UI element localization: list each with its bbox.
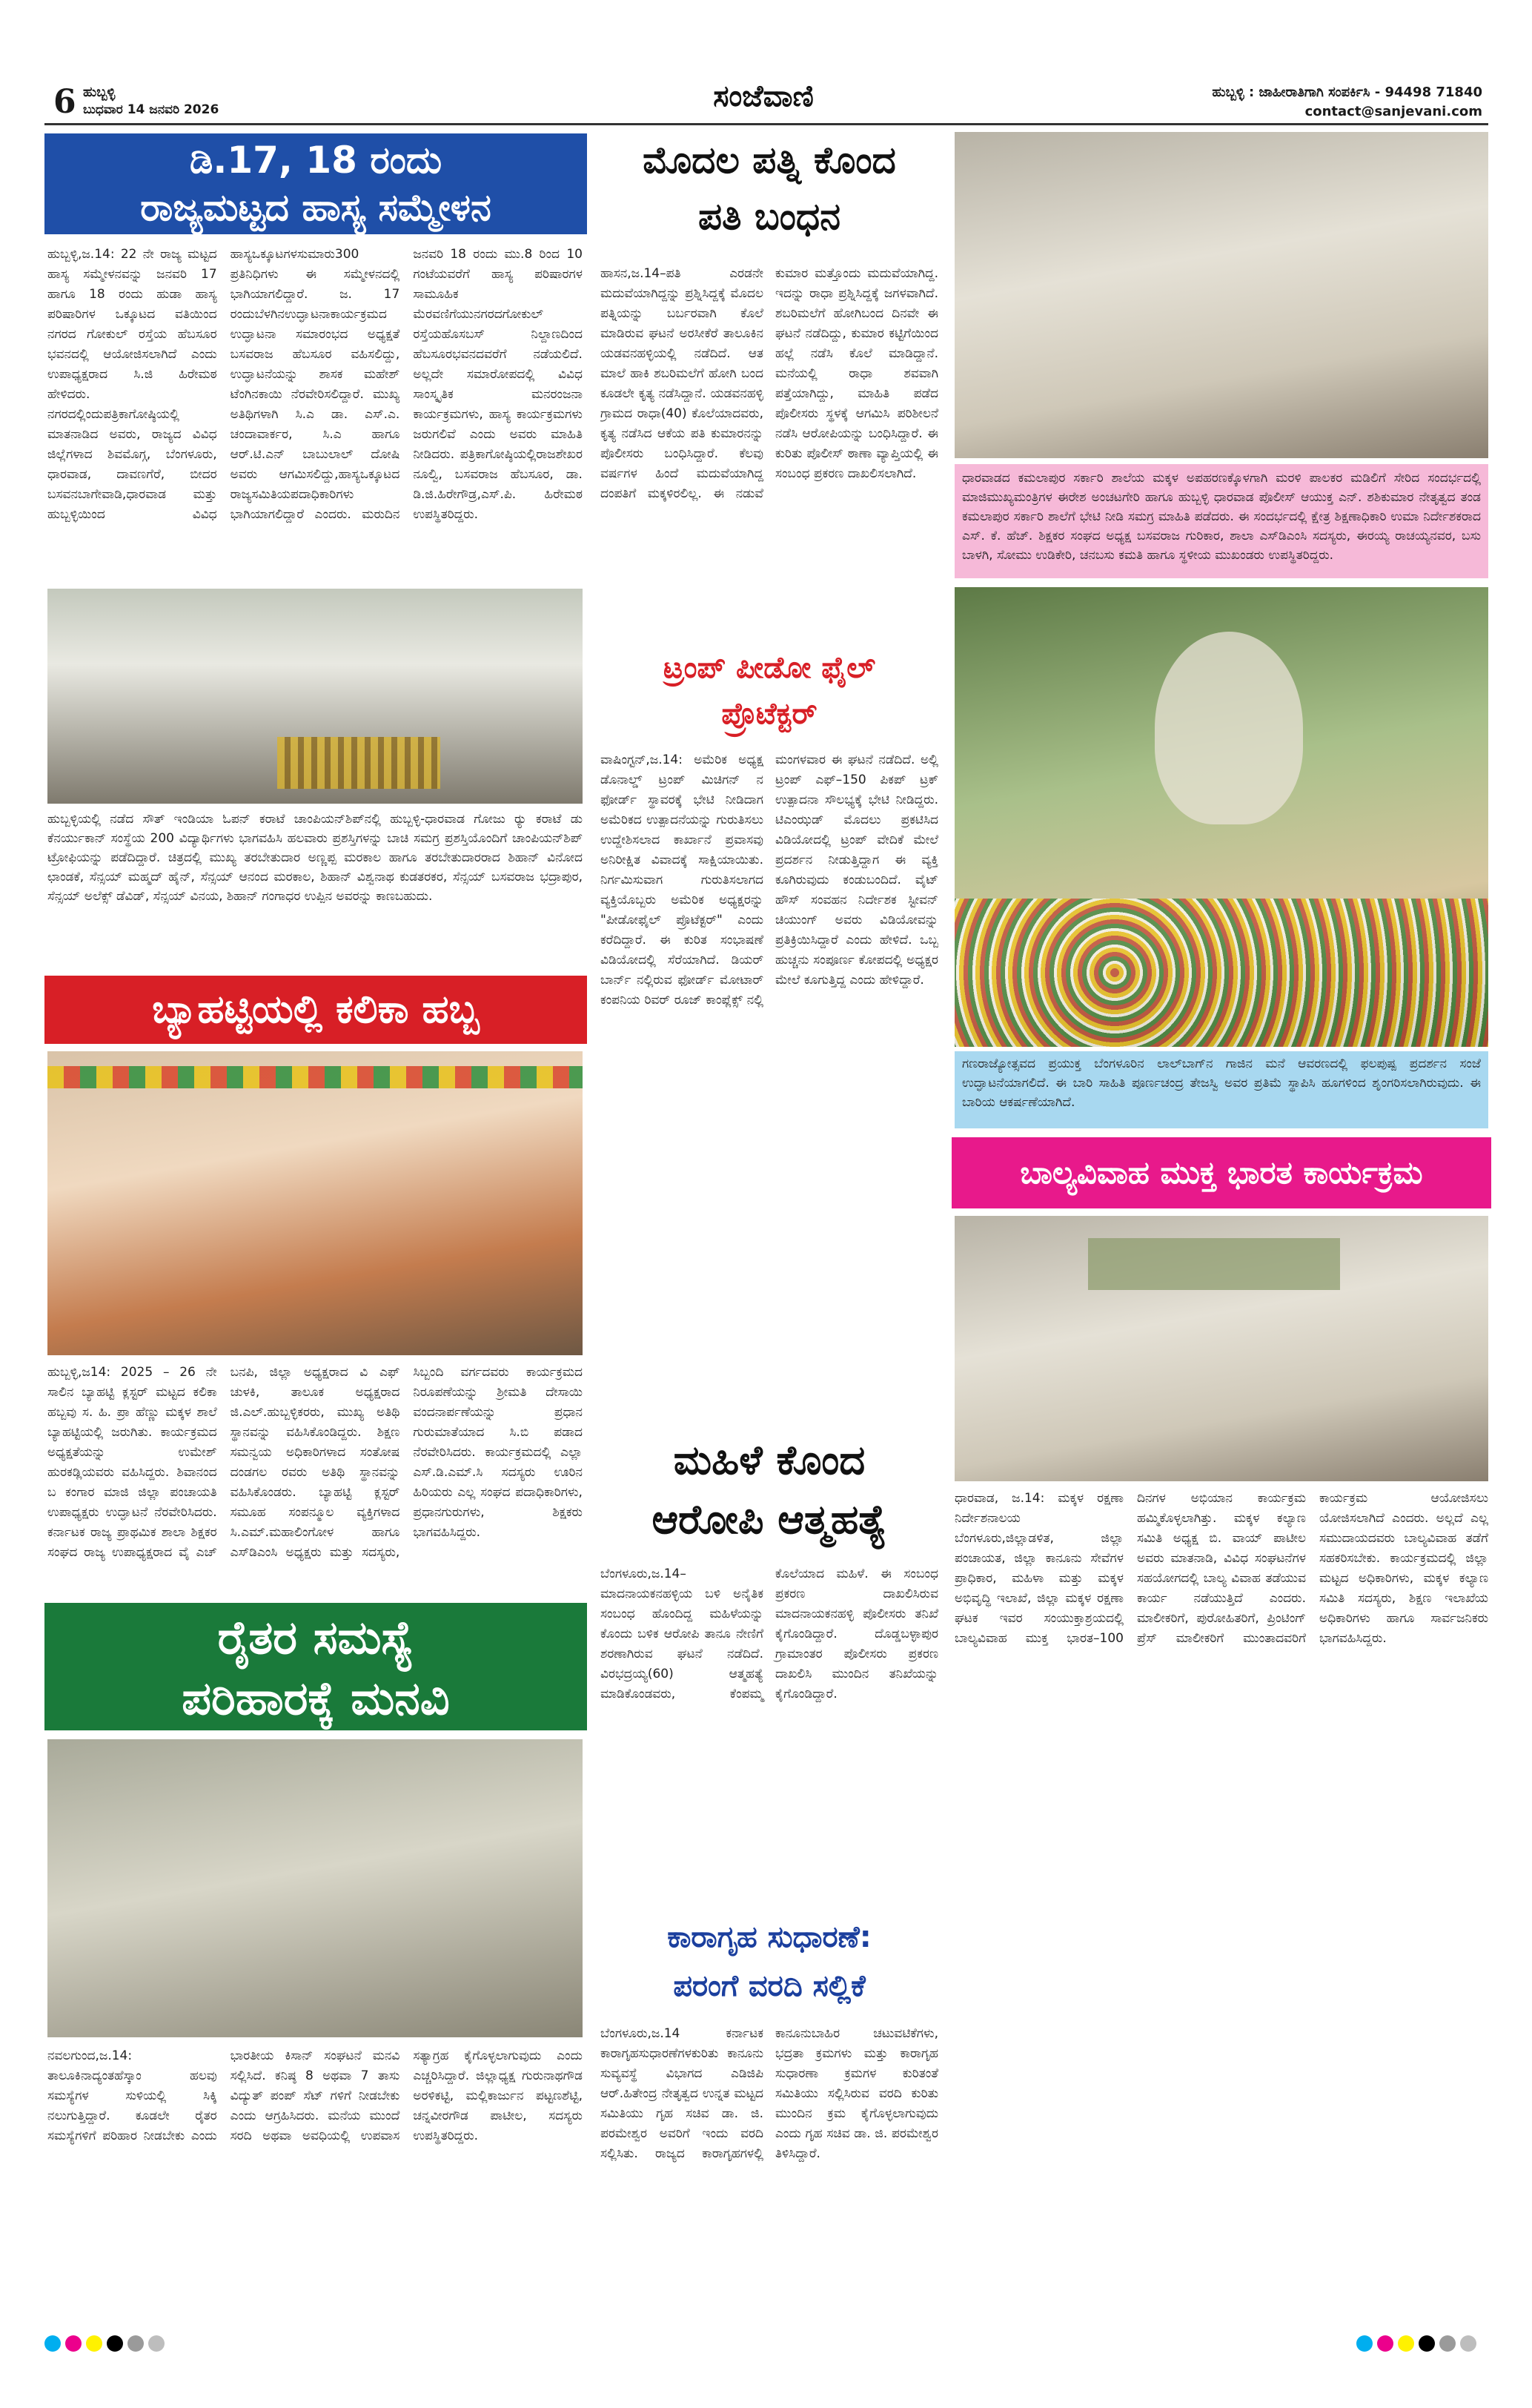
karagruha-headline [597,1913,941,2017]
trophy-row [277,737,440,789]
mahile-headline-1: ಮಹಿಳೆ ಕೊಂದ [673,1437,866,1484]
flower-show-photo [955,587,1488,1047]
karagruha-headline-1: ಕಾರಾಗೃಹ ಸುಧಾರಣೆ: [667,1920,872,1954]
registration-marks-right [1356,2335,1481,2355]
reg-dot-magenta [65,2335,82,2352]
page-number: 6 [53,83,76,121]
balya-headline-box [952,1137,1491,1208]
raitara-photo [47,1739,583,2037]
reg-dot-black [107,2335,123,2352]
reg-dot-grey [1439,2335,1456,2352]
patni-headline [597,132,941,258]
karagruha-body: ಬೆಂಗಳೂರು,ಜ.14 ಕರ್ನಾಟಕ ಕಾರಾಗೃಹಸುಧಾರಣೆಗಳಕುರಿತು ಕಾನೂನು ಸುವ್ಯವಸ್ಥೆ ವಿಭಾಗದ ಎಡಿಜಿಪಿ ಆರ್.ಹಿತೇಂದ್ರ ನೇತೃತ್ವದ ಉನ್ನತ ಮಟ್ಟದ ಸಮಿತಿಯು ಗೃಹ ಸಚಿವ ಡಾ. ಜಿ. ಪರಮೇಶ್ವರ ಅವರಿಗೆ ಇಂದು ವರದಿ ಸಲ್ಲಿಸಿತು. ರಾಜ್ಯದ ಕಾರಾಗೃಹಗಳಲ್ಲಿ ಕಾನೂನುಬಾಹಿರ ಚಟುವಟಿಕೆಗಳು, ಭದ್ರತಾ ಕ್ರಮಗಳು ಮತ್ತು ಕಾರಾಗೃಹ ಸುಧಾರಣಾ ಕ್ರಮಗಳ ಕುರಿತಂತೆ ಸಮಿತಿಯು ಸಲ್ಲಿಸಿರುವ ವರದಿ ಕುರಿತು ಮುಂದಿನ ಕ್ರಮ ಕೈಗೊಳ್ಳಲಾಗುವುದು ಎಂದು ಗೃಹ ಸಚಿವ ಡಾ. ಜಿ. ಪರಮೇಶ್ವರ ತಿಳಿಸಿದ್ದಾರೆ. [600,2026,938,2161]
newspaper-logo [637,79,889,119]
patni-headline-2: ಪತಿ ಬಂಧನ [697,195,841,238]
raitara-body: ನವಲಗುಂದ,ಜ.14: ತಾಲೂಕಿನಾದ್ಯಂತಹೆಸ್ಕಾಂ ಹಲವು ಸಮಸ್ಯೆಗಳ ಸುಳಿಯಲ್ಲಿ ಸಿಕ್ಕಿ ನಲುಗುತ್ತಿದ್ದಾರೆ. ಕೂಡಲೇ ರೈತರ ಸಮಸ್ಯೆಗಳಿಗೆ ಪರಿಹಾರ ನೀಡಬೇಕು ಎಂದು ಭಾರತೀಯ ಕಿಸಾನ್ ಸಂಘಟನೆ ಮನವಿ ಸಲ್ಲಿಸಿದೆ. ಕನಿಷ್ಠ 8 ಅಥವಾ 7 ತಾಸು ವಿದ್ಯುತ್ ಪಂಪ್ ಸೆಟ್ ಗಳಿಗೆ ನೀಡಬೇಕು ಎಂದು ಆಗ್ರಹಿಸಿದರು. ಮನೆಯ ಮುಂದೆ ಸರದಿ ಅಥವಾ ಅವಧಿಯಲ್ಲಿ ಉಪವಾಸ ಸತ್ಯಾಗ್ರಹ ಕೈಗೊಳ್ಳಲಾಗುವುದು ಎಂದು ಎಚ್ಚರಿಸಿದ್ದಾರೆ. ಜಿಲ್ಲಾಧ್ಯಕ್ಷ ಗುರುನಾಥಗೌಡ ಅರಳಿಕಟ್ಟಿ, ಮಲ್ಲಿಕಾರ್ಜುನ ಪಟ್ಟಣಶೆಟ್ಟಿ, ಚನ್ನವೀರಗೌಡ ಪಾಟೀಲ, ಸದಸ್ಯರು ಉಪಸ್ಥಿತರಿದ್ದರು. [47,2048,583,2143]
kalika-photo [47,1051,583,1355]
logo-text: ಸಂಜೆವಾಣಿ [713,79,814,113]
trump-headline-1: ಟ್ರಂಪ್ ಪೀಡೋ ಫೈಲ್ [663,651,876,685]
masthead [0,0,1532,126]
statue-figure [1155,632,1303,824]
reg-dot-lightgrey [148,2335,165,2352]
balya-body: ಧಾರವಾಡ, ಜ.14: ಮಕ್ಕಳ ರಕ್ಷಣಾ ನಿರ್ದೇಶನಾಲಯ ಬೆಂಗಳೂರು,ಜಿಲ್ಲಾಡಳಿತ, ಜಿಲ್ಲಾ ಪಂಚಾಯತ, ಜಿಲ್ಲಾ ಕಾನೂನು ಸೇವೆಗಳ ಪ್ರಾಧಿಕಾರ, ಮಹಿಳಾ ಮತ್ತು ಮಕ್ಕಳ ಅಭಿವೃದ್ಧಿ ಇಲಾಖೆ, ಜಿಲ್ಲಾ ಮಕ್ಕಳ ರಕ್ಷಣಾ ಘಟಕ ಇವರ ಸಂಯುಕ್ತಾಶ್ರಯದಲ್ಲಿ ಬಾಲ್ಯವಿವಾಹ ಮುಕ್ತ ಭಾರತ–100 ದಿನಗಳ ಅಭಿಯಾನ ಕಾರ್ಯಕ್ರಮ ಹಮ್ಮಿಕೊಳ್ಳಲಾಗಿತ್ತು. ಮಕ್ಕಳ ಕಲ್ಯಾಣ ಸಮಿತಿ ಅಧ್ಯಕ್ಷ ಬಿ. ವಾಯ್ ಪಾಟೀಲ ಅವರು ಮಾತನಾಡಿ, ವಿವಿಧ ಸಂಘಟನೆಗಳ ಸಹಯೋಗದಲ್ಲಿ ಬಾಲ್ಯ ವಿವಾಹ ತಡೆಯುವ ಕಾರ್ಯ ನಡೆಯುತ್ತಿದೆ ಎಂದರು. ಮಾಲೀಕರಿಗೆ, ಪುರೋಹಿತರಿಗೆ, ಪ್ರಿಂಟಿಂಗ್ ಪ್ರೆಸ್ ಮಾಲೀಕರಿಗೆ ಮುಂತಾದವರಿಗೆ ಕಾರ್ಯಕ್ರಮ ಆಯೋಜಿಸಲು ಯೋಜಿಸಲಾಗಿದೆ ಎಂದರು. ಅಲ್ಲದೆ ಎಲ್ಲ ಸಮುದಾಯದವರು ಬಾಲ್ಯವಿವಾಹ ತಡೆಗೆ ಸಹಕರಿಸಬೇಕು. ಕಾರ್ಯಕ್ರಮದಲ್ಲಿ ಜಿಲ್ಲಾ ಮಟ್ಟದ ಅಧಿಕಾರಿಗಳು, ಮಕ್ಕಳ ಕಲ್ಯಾಣ ಸಮಿತಿ ಸದಸ್ಯರು, ಶಿಕ್ಷಣ ಇಲಾಖೆಯ ಅಧಿಕಾರಿಗಳು ಹಾಗೂ ಸಾರ್ವಜನಿಕರು ಭಾಗವಹಿಸಿದ್ದರು. [955,1491,1488,1646]
mahile-headline [597,1431,941,1555]
dharwad-meeting-photo [955,132,1488,458]
masthead-email: contact@sanjevani.com [1304,104,1482,119]
masthead-city: ಹುಬ್ಬಳ್ಳಿ [83,85,116,100]
trump-headline [597,645,941,741]
bunting [47,1066,583,1088]
masthead-date: ಬುಧವಾರ 14 ಜನವರಿ 2026 [83,102,219,117]
reg-dot-grey [127,2335,144,2352]
reg-dot-yellow [86,2335,102,2352]
raitara-headline-1: ರೈತರ ಸಮಸ್ಯೆ [217,1610,414,1664]
trump-body: ವಾಷಿಂಗ್ಟನ್,ಜ.14: ಅಮೆರಿಕ ಅಧ್ಯಕ್ಷ ಡೊನಾಲ್ಡ್ ಟ್ರಂಪ್ ಮಿಚಿಗನ್ ನ ಫೋರ್ಡ್ ಸ್ಥಾವರಕ್ಕೆ ಭೇಟಿ ನೀಡಿದಾಗ ಅಮೆರಿಕದ ಉತ್ಪಾದನೆಯನ್ನು ಗುರುತಿಸಲು ಉದ್ದೇಶಿಸಲಾದ ಕಾರ್ಖಾನೆ ಪ್ರವಾಸವು ಅನಿರೀಕ್ಷಿತ ವಿವಾದಕ್ಕೆ ಸಾಕ್ಷಿಯಾಯಿತು. ನಿರ್ಗಮಿಸುವಾಗ ಗುರುತಿಸಲಾಗದ ವ್ಯಕ್ತಿಯೊಬ್ಬರು ಅಮೆರಿಕ ಅಧ್ಯಕ್ಷರನ್ನು "ಪೀಡೋಫೈಲ್ ಪ್ರೊಟೆಕ್ಟರ್" ಎಂದು ಕರೆದಿದ್ದಾರೆ. ಈ ಕುರಿತ ಸಂಭಾಷಣೆ ವಿಡಿಯೋದಲ್ಲಿ ಸೆರೆಯಾಗಿದೆ. ಡಿಯರ್ ಬಾರ್ನ್ ನಲ್ಲಿರುವ ಫೋರ್ಡ್ ಮೋಟಾರ್ ಕಂಪನಿಯ ರಿವರ್ ರೂಜ್ ಕಾಂಪ್ಲೆಕ್ಸ್ ನಲ್ಲಿ ಮಂಗಳವಾರ ಈ ಘಟನೆ ನಡೆದಿದೆ. ಅಲ್ಲಿ ಟ್ರಂಪ್ ಎಫ್–150 ಪಿಕಪ್ ಟ್ರಕ್ ಉತ್ಪಾದನಾ ಸೌಲಭ್ಯಕ್ಕೆ ಭೇಟಿ ನೀಡಿದ್ದರು. ಟಿಎಂಝಡ್ ಮೊದಲು ಪ್ರಕಟಿಸಿದ ವಿಡಿಯೋದಲ್ಲಿ ಟ್ರಂಪ್ ವೇದಿಕೆ ಮೇಲೆ ಪ್ರದರ್ಶನ ನೀಡುತ್ತಿದ್ದಾಗ ಈ ವ್ಯಕ್ತಿ ಕೂಗಿರುವುದು ಕಂಡುಬಂದಿದೆ. ವೈಟ್ ಹೌಸ್ ಸಂವಹನ ನಿರ್ದೇಶಕ ಸ್ಟೀವನ್ ಚಿಯುಂಗ್ ಅವರು ವಿಡಿಯೋವನ್ನು ಪ್ರತಿಕ್ರಿಯಿಸಿದ್ದಾರೆ ಎಂದು ಹೇಳಿದೆ. ಒಬ್ಬ ಹುಚ್ಚನು ಸಂಪೂರ್ಣ ಕೋಪದಲ್ಲಿ ಅಧ್ಯಕ್ಷರ ಮೇಲೆ ಕೂಗುತ್ತಿದ್ದ ಎಂದು ಹೇಳಿದ್ದಾರೆ. [600,752,938,1008]
raitara-headline-2: ಪರಿಹಾರಕ್ಕೆ ಮನವಿ [182,1671,450,1725]
kalika-headline: ಬ್ಯಾಹಟ್ಟಿಯಲ್ಲಿ ಕಲಿಕಾ ಹಬ್ಬ [152,988,480,1032]
reg-dot-lightgrey [1460,2335,1476,2352]
flower-bed [955,899,1488,1047]
mahile-headline-2: ಆರೋಪಿ ಆತ್ಮಹತ್ಯೆ [651,1496,887,1543]
flower-caption: ಗಣರಾಜ್ಯೋತ್ಸವದ ಪ್ರಯುಕ್ತ ಬೆಂಗಳೂರಿನ ಲಾಲ್‌ಬಾಗ್‌ನ ಗಾಜಿನ ಮನೆ ಆವರಣದಲ್ಲಿ ಫಲಪುಷ್ಪ ಪ್ರದರ್ಶನ ಸಂಜೆ ಉದ್ಘಾಟನೆಯಾಗಲಿದೆ. ಈ ಬಾರಿ ಸಾಹಿತಿ ಪೂರ್ಣಚಂದ್ರ ತೇಜಸ್ವಿ ಅವರ ಪ್ರತಿಮೆ ಸ್ಥಾಪಿಸಿ ಹೂಗಳಿಂದ ಶೃಂಗರಿಸಲಾಗಿರುವುದು. ಈ ಬಾರಿಯ ಆಕರ್ಷಣೆಯಾಗಿದೆ. [955,1051,1488,1128]
karagruha-headline-2: ಪರಂಗೆ ವರದಿ ಸಲ್ಲಿಕೆ [673,1969,866,2003]
mahile-body: ಬೆಂಗಳೂರು,ಜ.14–ಮಾದನಾಯಕನಹಳ್ಳಿಯ ಬಳಿ ಅನೈತಿಕ ಸಂಬಂಧ ಹೊಂದಿದ್ದ ಮಹಿಳೆಯನ್ನು ಕೊಂದು ಬಳಿಕ ಆರೋಪಿ ತಾನೂ ನೇಣಿಗೆ ಶರಣಾಗಿರುವ ಘಟನೆ ನಡೆದಿದೆ. ವಿರಭದ್ರಯ್ಯ(60) ಆತ್ಮಹತ್ಯೆ ಮಾಡಿಕೊಂಡವರು, ಕೆಂಪಮ್ಮ ಕೊಲೆಯಾದ ಮಹಿಳೆ. ಈ ಸಂಬಂಧ ಪ್ರಕರಣ ದಾಖಲಿಸಿರುವ ಮಾದನಾಯಕನಹಳ್ಳಿ ಪೊಲೀಸರು ತನಿಖೆ ಕೈಗೊಂಡಿದ್ದಾರೆ. ದೊಡ್ಡಬಳ್ಳಾಪುರ ಗ್ರಾಮಾಂತರ ಪೊಲೀಸರು ಪ್ರಕರಣ ದಾಖಲಿಸಿ ಮುಂದಿನ ತನಿಖೆಯನ್ನು ಕೈಗೊಂಡಿದ್ದಾರೆ. [600,1567,938,1701]
hasya-headline-1: ಡಿ.17, 18 ರಂದು [189,139,442,182]
masthead-contact: ಹುಬ್ಬಳ್ಳಿ : ಜಾಹೀರಾತಿಗಾಗಿ ಸಂಪರ್ಕಿಸಿ - 94498 71840 [1212,85,1482,100]
kalika-headline-box [44,976,587,1044]
registration-marks-left [44,2335,169,2355]
reg-dot-cyan [1356,2335,1373,2352]
reg-dot-cyan [44,2335,61,2352]
stage-banner [1088,1238,1340,1290]
karate-caption: ಹುಬ್ಬಳ್ಳಿಯಲ್ಲಿ ನಡೆದ ಸೌತ್ ಇಂಡಿಯಾ ಓಪನ್ ಕರಾಟೆ ಚಾಂಪಿಯನ್‌ಶಿಪ್‌ನಲ್ಲಿ ಹುಬ್ಬಳ್ಳಿ-ಧಾರವಾಡ ಗೋಜು ರ‍್ಯು ಕರಾಟೆ ಡು ಕೆನರ್ಯುಕಾನ್ ಸಂಸ್ಥೆಯ 200 ವಿದ್ಯಾರ್ಥಿಗಳು ಭಾಗವಹಿಸಿ ಹಲವಾರು ಪ್ರಶಸ್ತಿಗಳನ್ನು ಬಾಚಿ ಸಮಗ್ರ ಪ್ರಶಸ್ತಿಯೊಂದಿಗೆ ಚಾಂಪಿಯನ್‌ಶಿಪ್ ಟ್ರೋಫಿಯನ್ನು ಪಡೆದಿದ್ದಾರೆ. ಚಿತ್ರದಲ್ಲಿ ಮುಖ್ಯ ತರಬೇತುದಾರ ಅಣ್ಣಪ್ಪ ಮರಕಾಲ ಹಾಗೂ ತರಬೇತುದಾರರಾದ ಶಿಹಾನ್ ವಿನೋದ ಛಾಂಡಕೆ, ಸೆನ್ಸಯ್ ಮಹ್ಮದ್ ಹೈನ್, ಸೆನ್ಸಯ್ ಆನಂದ ಮರಕಾಲ, ಶಿಹಾನ್ ವಿಶ್ವನಾಥ ಕುಡತರಕರ, ಸೆನ್ಸಯ್ ಬಸವರಾಜ ಭದ್ರಾಪುರ, ಸೆನ್ಸಯ್ ಅಲೆಕ್ಸ್ ಡೆವಿಡ್, ಸೆನ್ಸಯ್ ವಿನಯ, ಶಿಹಾನ್ ಗಂಗಾಧರ ಉಪ್ಪಿನ ಅವರನ್ನು ಕಾಣಬಹುದು. [47,812,583,904]
reg-dot-yellow [1398,2335,1414,2352]
karate-photo [47,589,583,804]
reg-dot-magenta [1377,2335,1393,2352]
masthead-divider [44,123,1488,125]
hasya-headline-box [44,133,587,234]
trump-headline-2: ಪ್ರೊಟೆಕ್ಟರ್ [721,697,818,731]
raitara-headline-box [44,1603,587,1730]
kalika-body: ಹುಬ್ಬಳ್ಳಿ,ಜ14: 2025 – 26 ನೇ ಸಾಲಿನ ಬ್ಯಾಹಟ್ಟಿ ಕ್ಲಸ್ಟರ್ ಮಟ್ಟದ ಕಲಿಕಾ ಹಬ್ಬವು ಸ. ಹಿ. ಪ್ರಾ ಹೆಣ್ಣು ಮಕ್ಕಳ ಶಾಲೆ ಬ್ಯಾಹಟ್ಟಿಯಲ್ಲಿ ಜರುಗಿತು. ಕಾರ್ಯಕ್ರಮದ ಅಧ್ಯಕ್ಷತೆಯನ್ನು ಉಮೇಶ್ ಹುರಕಡ್ಲಿಯವರು ವಹಿಸಿದ್ದರು. ಶಿವಾನಂದ ಬ ಕಂಗಾರ ಮಾಜಿ ಜಿಲ್ಲಾ ಪಂಚಾಯತಿ ಉಪಾಧ್ಯಕ್ಷರು ಉದ್ಘಾಟನೆ ನೆರವೇರಿಸಿದರು. ಕರ್ನಾಟಕ ರಾಜ್ಯ ಪ್ರಾಥಮಿಕ ಶಾಲಾ ಶಿಕ್ಷಕರ ಸಂಘದ ರಾಜ್ಯ ಉಪಾಧ್ಯಕ್ಷರಾದ ವೈ ಎಚ್ ಬನಪಿ, ಜಿಲ್ಲಾ ಅಧ್ಯಕ್ಷರಾದ ವಿ ಎಫ್ ಚುಳಕಿ, ತಾಲೂಕ ಅಧ್ಯಕ್ಷರಾದ ಜಿ.ಎಲ್.ಹುಬ್ಬಳ್ಳಿಕರರು, ಮುಖ್ಯ ಅತಿಥಿ ಸ್ಥಾನವನ್ನು ವಹಿಸಿಕೊಂಡಿದ್ದರು. ಶಿಕ್ಷಣ ಸಮನ್ವಯ ಅಧಿಕಾರಿಗಳಾದ ಸಂತೋಷ ದಂಡಗಲ ರವರು ಅತಿಥಿ ಸ್ಥಾನವನ್ನು ವಹಿಸಿಕೊಂಡರು. ಬ್ಯಾಹಟ್ಟಿ ಕ್ಲಸ್ಟರ್ ಸಮೂಹ ಸಂಪನ್ಮೂಲ ವ್ಯಕ್ತಿಗಳಾದ ಸಿ.ಎಮ್.ಮಹಾಲಿಂಗೋಳ ಹಾಗೂ ಎಸ್‌ಡಿಎಂಸಿ ಅಧ್ಯಕ್ಷರು ಮತ್ತು ಸದಸ್ಯರು, ಸಿಬ್ಬಂದಿ ವರ್ಗದವರು ಕಾರ್ಯಕ್ರಮದ ನಿರೂಪಣೆಯನ್ನು ಶ್ರೀಮತಿ ದೇಸಾಯಿ ವಂದನಾರ್ಪಣೆಯನ್ನು ಪ್ರಧಾನ ಗುರುಮಾತೆಯಾದ ಸಿ.ಬಿ ಪಡಾದ ನೆರವೇರಿಸಿದರು. ಕಾರ್ಯಕ್ರಮದಲ್ಲಿ ಎಲ್ಲಾ ಎಸ್.ಡಿ.ಎಮ್.ಸಿ ಸದಸ್ಯರು ಊರಿನ ಹಿರಿಯರು ಎಲ್ಲ ಸಂಘದ ಪದಾಧಿಕಾರಿಗಳು, ಪ್ರಧಾನಗುರುಗಳು, ಶಿಕ್ಷಕರು ಭಾಗವಹಿಸಿದ್ದರು. [47,1365,583,1560]
patni-headline-1: ಮೊದಲ ಪತ್ನಿ ಕೊಂದ [643,139,896,182]
dharwad-caption: ಧಾರವಾಡದ ಕಮಲಾಪುರ ಸರ್ಕಾರಿ ಶಾಲೆಯ ಮಕ್ಕಳ ಅಪಹರಣಕ್ಕೊಳಗಾಗಿ ಮರಳಿ ಪಾಲಕರ ಮಡಿಲಿಗೆ ಸೇರಿದ ಸಂದರ್ಭದಲ್ಲಿ ಮಾಜಿಮುಖ್ಯಮಂತ್ರಿಗಳ ಈರೇಶ ಅಂಚಟಗೇರಿ ಹಾಗೂ ಹುಬ್ಬಳ್ಳಿ ಧಾರವಾಡ ಪೊಲೀಸ್ ಆಯುಕ್ತ ಎನ್. ಶಶಿಕುಮಾರ ನೇತೃತ್ವದ ತಂಡ ಕಮಲಾಪುರ ಸರ್ಕಾರಿ ಶಾಲೆಗೆ ಭೇಟಿ ನೀಡಿ ಸಮಗ್ರ ಮಾಹಿತಿ ಪಡೆದರು. ಈ ಸಂದರ್ಭದಲ್ಲಿ ಕ್ಷೇತ್ರ ಶಿಕ್ಷಣಾಧಿಕಾರಿ ಉಮಾ ನಿರ್ದೇಶಕರಾದ ಎಸ್. ಕೆ. ಹೆಚ್. ಶಿಕ್ಷಕರ ಸಂಘದ ಅಧ್ಯಕ್ಷ ಬಸವರಾಜ ಗುರಿಕಾರ, ಶಾಲಾ ಎಸ್‌ಡಿಎಂಸಿ ಸದಸ್ಯರು, ಈರಯ್ಯ ರಾಚಯ್ಯನವರ, ಬಸು ಬಾಳಗಿ, ಸೋಮು ಉಡಿಕೇರಿ, ಚನಬಸು ಕಮತಿ ಹಾಗೂ ಸ್ಥಳೀಯ ಮುಖಂಡರು ಉಪಸ್ಥಿತರಿದ್ದರು. [955,464,1488,578]
balya-event-photo [955,1216,1488,1481]
reg-dot-black [1419,2335,1435,2352]
hasya-body: ಹುಬ್ಬಳ್ಳಿ,ಜ.14: 22 ನೇ ರಾಜ್ಯ ಮಟ್ಟದ ಹಾಸ್ಯ ಸಮ್ಮೇಳನವನ್ನು ಜನವರಿ 17 ಹಾಗೂ 18 ರಂದು ಹುಡಾ ಹಾಸ್ಯ ಪರಿಷಾರಿಗಳ ಒಕ್ಕೂಟದ ವತಿಯಿಂದ ನಗರದ ಗೋಕುಲ್ ರಸ್ತೆಯ ಹೆಬಸೂರ ಭವನದಲ್ಲಿ ಆಯೋಜಿಸಲಾಗಿದೆ ಎಂದು ಉಪಾಧ್ಯಕ್ಷರಾದ ಸಿ.ಜಿ ಹಿರೇಮಠ ಹೇಳಿದರು. ನಗರದಲ್ಲಿಂದುಪತ್ರಿಕಾಗೋಷ್ಠಿಯಲ್ಲಿ ಮಾತನಾಡಿದ ಅವರು, ರಾಜ್ಯದ ವಿವಿಧ ಜಿಲ್ಲೆಗಳಾದ ಶಿವಮೊಗ್ಗ, ಬೆಂಗಳೂರು, ಧಾರವಾಡ, ದಾವಣಗೆರೆ, ಬೀದರ ಬಸವನಬಾಗೇವಾಡಿ,ಧಾರವಾಡ ಮತ್ತು ಹುಬ್ಬಳ್ಳಿಯಿಂದ ವಿವಿಧ ಹಾಸ್ಯಒಕ್ಕೂಟಗಳಸುಮಾರು300 ಪ್ರತಿನಿಧಿಗಳು ಈ ಸಮ್ಮೇಳನದಲ್ಲಿ ಭಾಗಿಯಾಗಲಿದ್ದಾರೆ. ಜ. 17 ರಂದುಬೆಳಗಿನಉದ್ಘಾಟನಾಕಾರ್ಯಕ್ರಮದ ಉದ್ಘಾಟನಾ ಸಮಾರಂಭದ ಅಧ್ಯಕ್ಷತೆ ಬಸವರಾಜ ಹೆಬಸೂರ ವಹಿಸಲಿದ್ದು, ಉದ್ಘಾಟನೆಯನ್ನು ಶಾಸಕ ಮಹೇಶ್ ಟೆಂಗಿನಕಾಯಿ ನೆರವೇರಿಸಲಿದ್ದಾರೆ. ಮುಖ್ಯ ಅತಿಥಿಗಳಾಗಿ ಸಿ.ಎ ಡಾ. ಎಸ್.ಎ. ಚಂದಾವಾರ್ಕರ, ಸಿ.ಎ ಹಾಗೂ ಆರ್.ಟಿ.ಎನ್ ಬಾಬುಲಾಲ್ ದೋಷಿ ಅವರು ಆಗಮಿಸಲಿದ್ದು,ಹಾಸ್ಯಒಕ್ಕೂಟದ ರಾಜ್ಯಸಮಿತಿಯಪದಾಧಿಕಾರಿಗಳು ಭಾಗಿಯಾಗಲಿದ್ದಾರೆ ಎಂದರು. ಮರುದಿನ ಜನವರಿ 18 ರಂದು ಮು.8 ರಿಂದ 10 ಗಂಟೆಯವರೆಗೆ ಹಾಸ್ಯ ಪರಿಷಾರಗಳ ಸಾಮೂಹಿಕ ಮೆರವಣಿಗೆಯುನಗರದಗೋಕುಲ್ ರಸ್ತೆಯಹೊಸಬಸ್ ನಿಲ್ದಾಣದಿಂದ ಹೆಬಸೂರಭವನದವರೆಗೆ ನಡೆಯಲಿದೆ. ಅಲ್ಲದೇ ಸಮಾರೋಪದಲ್ಲಿ ವಿವಿಧ ಸಾಂಸ್ಕೃತಿಕ ಮನರಂಜನಾ ಕಾರ್ಯಕ್ರಮಗಳು, ಹಾಸ್ಯ ಕಾರ್ಯಕ್ರಮಗಳು ಜರುಗಲಿವೆ ಎಂದು ಅವರು ಮಾಹಿತಿ ನೀಡಿದರು. ಪತ್ರಿಕಾಗೋಷ್ಠಿಯಲ್ಲಿರಾಜಶೇಖರ ನೂಲ್ವಿ, ಬಸವರಾಜ ಹೆಬಸೂರ, ಡಾ. ಡಿ.ಜಿ.ಹಿರೇಗೌಡ್ರ,ಎಸ್.ಪಿ. ಹಿರೇಮಠ ಉಪಸ್ಥಿತರಿದ್ದರು. [47,247,583,522]
balya-headline: ಬಾಲ್ಯವಿವಾಹ ಮುಕ್ತ ಭಾರತ ಕಾರ್ಯಕ್ರಮ [1020,1154,1423,1191]
patni-body: ಹಾಸನ,ಜ.14–ಪತಿ ಎರಡನೇ ಮದುವೆಯಾಗಿದ್ದನ್ನು ಪ್ರಶ್ನಿಸಿದ್ದಕ್ಕೆ ಮೊದಲ ಪತ್ನಿಯನ್ನು ಬರ್ಬರವಾಗಿ ಕೊಲೆ ಮಾಡಿರುವ ಘಟನೆ ಅರಸೀಕೆರೆ ತಾಲೂಕಿನ ಯಡವನಹಳ್ಳಿಯಲ್ಲಿ ನಡೆದಿದೆ. ಆತ ಮಾಲೆ ಹಾಕಿ ಶಬರಿಮಲೆಗೆ ಹೋಗಿ ಬಂದ ಕೂಡಲೇ ಕೃತ್ಯ ನಡೆಸಿದ್ದಾನೆ. ಯಡವನಹಳ್ಳಿ ಗ್ರಾಮದ ರಾಧಾ(40) ಕೊಲೆಯಾದವರು, ಕೃತ್ಯ ನಡೆಸಿದ ಆಕೆಯ ಪತಿ ಕುಮಾರನನ್ನು ಪೊಲೀಸರು ಬಂಧಿಸಿದ್ದಾರೆ. ಕೆಲವು ವರ್ಷಗಳ ಹಿಂದೆ ಮದುವೆಯಾಗಿದ್ದ ದಂಪತಿಗೆ ಮಕ್ಕಳಿರಲಿಲ್ಲ. ಈ ನಡುವೆ ಕುಮಾರ ಮತ್ತೊಂದು ಮದುವೆಯಾಗಿದ್ದ. ಇದನ್ನು ರಾಧಾ ಪ್ರಶ್ನಿಸಿದ್ದಕ್ಕೆ ಜಗಳವಾಗಿದೆ. ಶಬರಿಮಲೆಗೆ ಹೋಗಿಬಂದ ದಿನವೇ ಈ ಘಟನೆ ನಡೆದಿದ್ದು, ಕುಮಾರ ಕಟ್ಟಿಗೆಯಿಂದ ಹಲ್ಲೆ ನಡೆಸಿ ಕೊಲೆ ಮಾಡಿದ್ದಾನೆ. ಮನೆಯಲ್ಲಿ ರಾಧಾ ಶವವಾಗಿ ಪತ್ತೆಯಾಗಿದ್ದು, ಮಾಹಿತಿ ಪಡೆದ ಪೊಲೀಸರು ಸ್ಥಳಕ್ಕೆ ಆಗಮಿಸಿ ಪರಿಶೀಲನೆ ನಡೆಸಿ ಆರೋಪಿಯನ್ನು ಬಂಧಿಸಿದ್ದಾರೆ. ಈ ಕುರಿತು ಪೊಲೀಸ್ ಠಾಣಾ ವ್ಯಾಪ್ತಿಯಲ್ಲಿ ಈ ಸಂಬಂಧ ಪ್ರಕರಣ ದಾಖಲಿಸಲಾಗಿದೆ. [600,266,938,501]
hasya-headline-2: ರಾಜ್ಯಮಟ್ಟದ ಹಾಸ್ಯ ಸಮ್ಮೇಳನ [140,186,491,229]
